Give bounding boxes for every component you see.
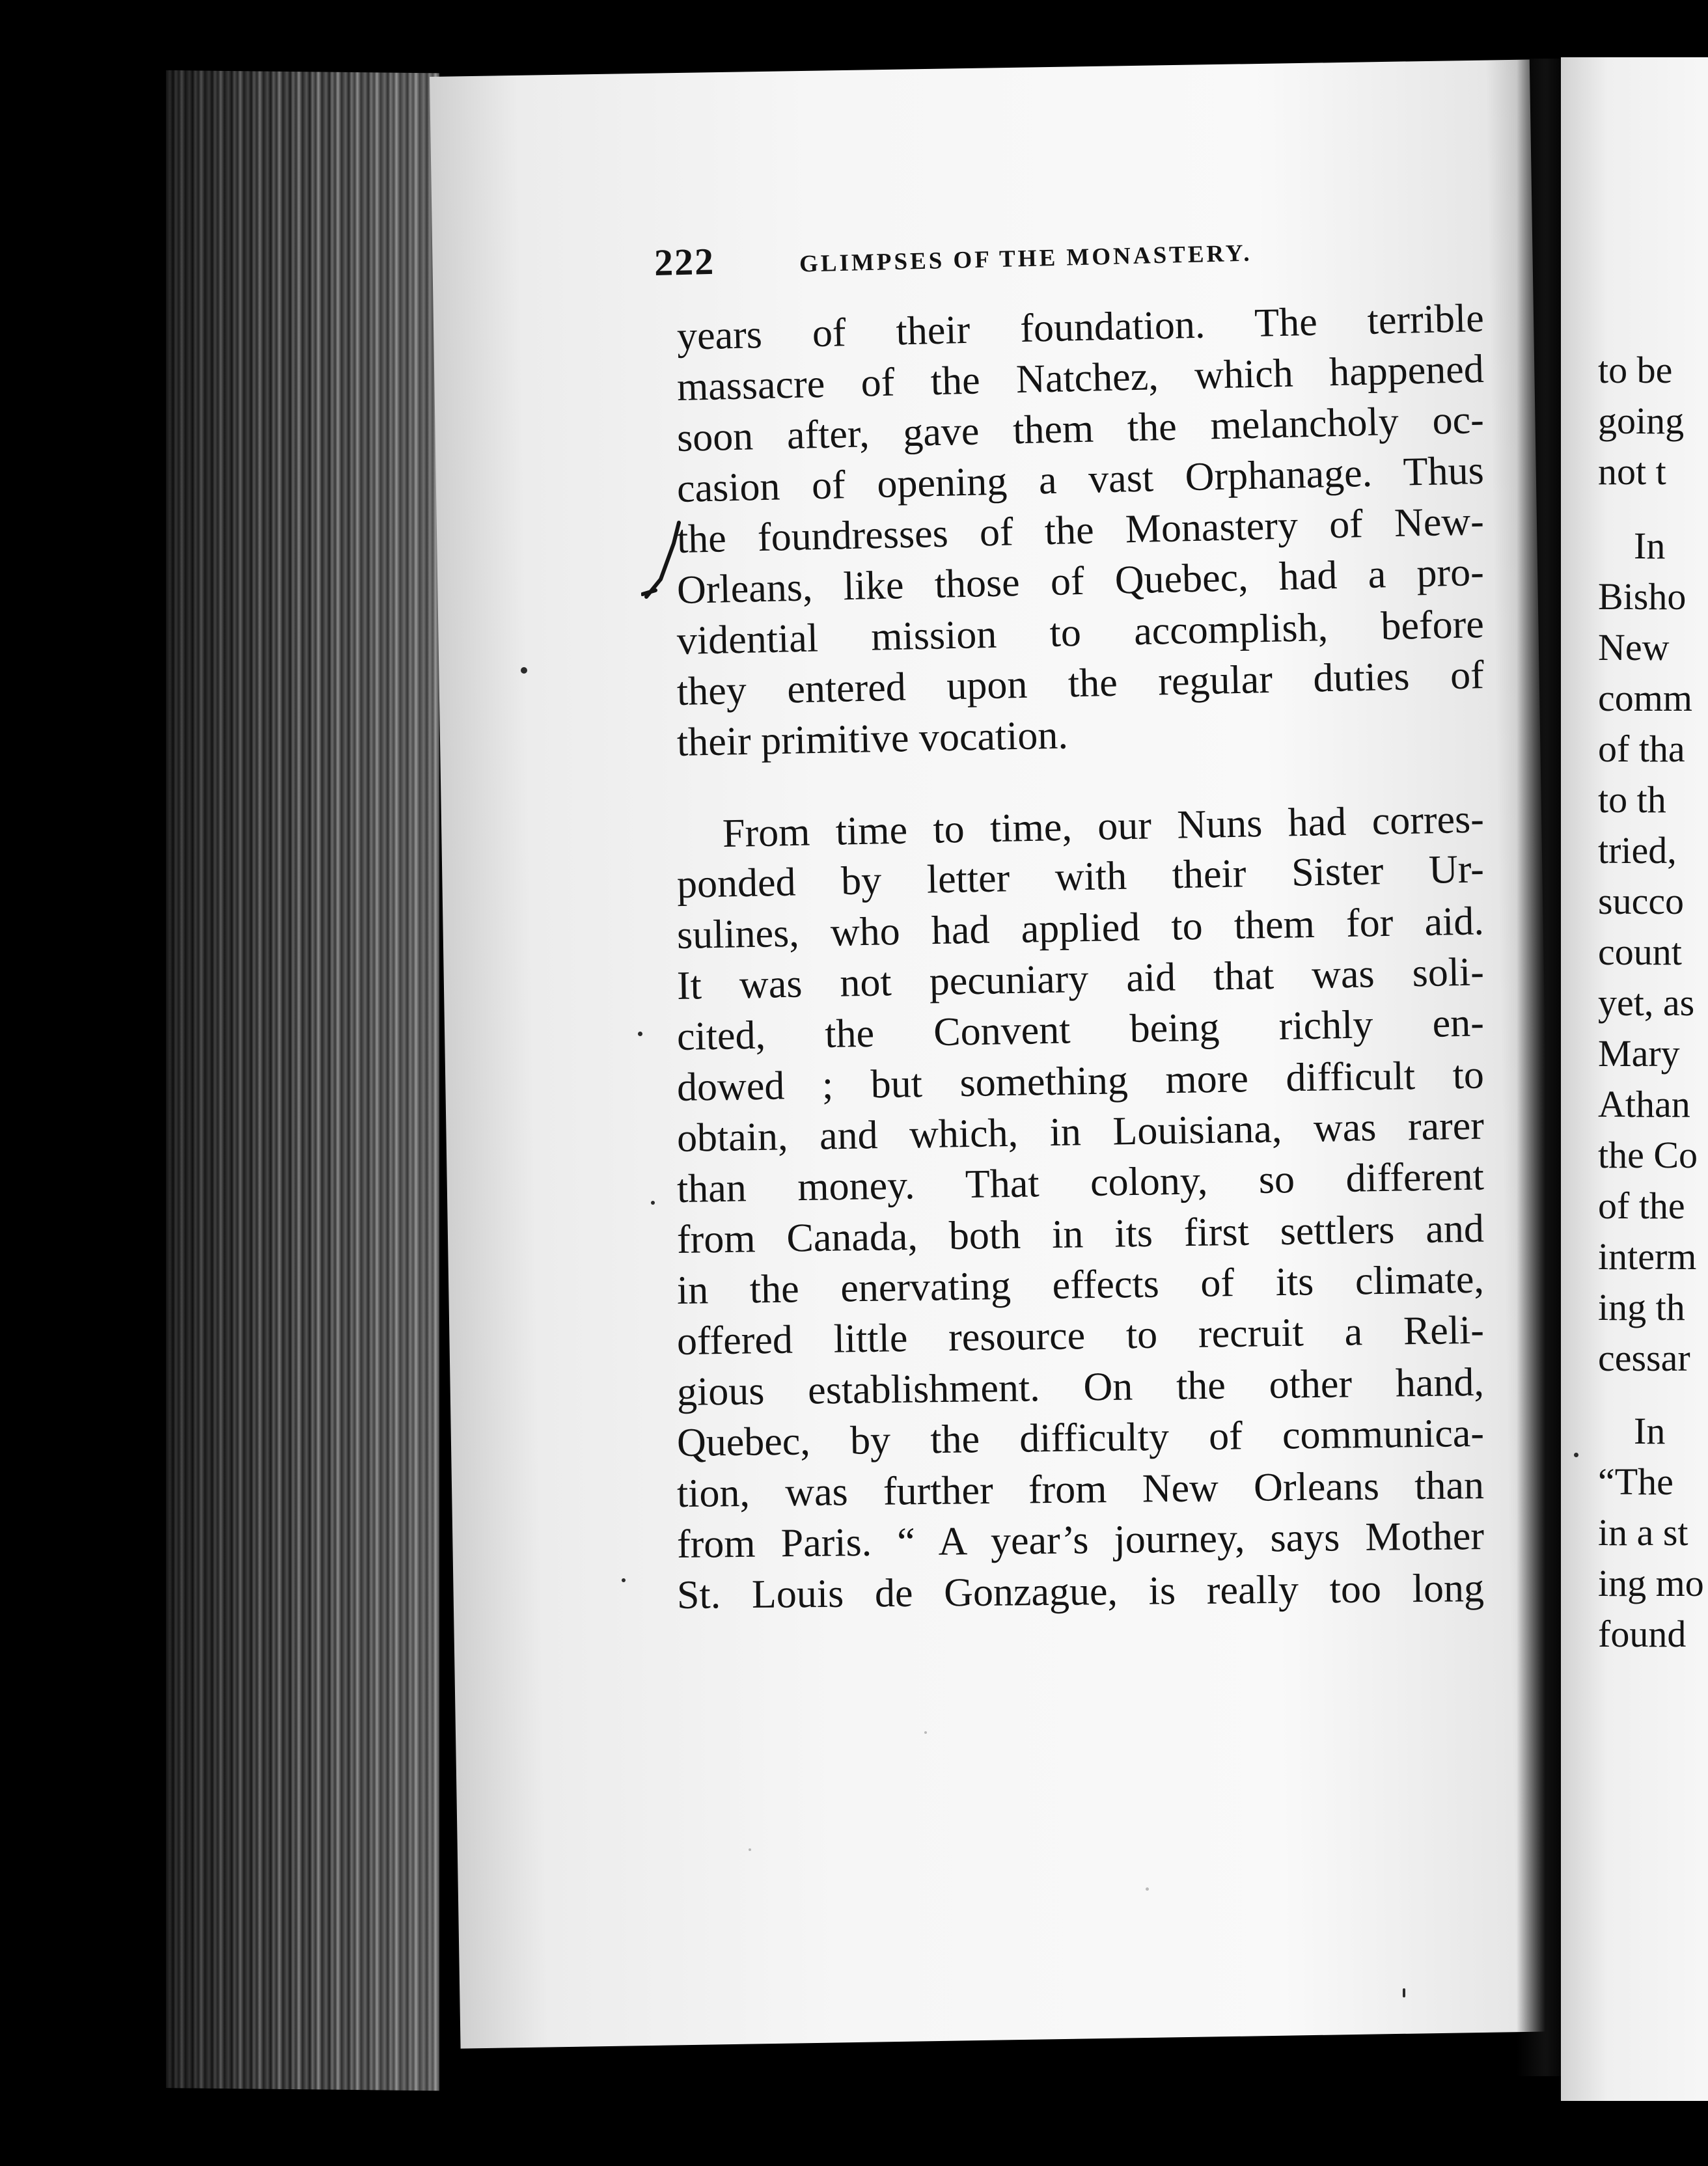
- right-page-line: tried,: [1598, 829, 1677, 871]
- text-line: Orleans, like those of Quebec, had a pro-: [676, 549, 1485, 612]
- ink-speck: [1574, 1453, 1578, 1457]
- right-page-line: count: [1598, 931, 1682, 973]
- running-head: GLIMPSES OF THE MONASTERY.: [799, 240, 1252, 278]
- paper-dust: [924, 1731, 927, 1734]
- ink-speck: [622, 1578, 626, 1582]
- text-line: the foundresses of the Monastery of New-: [676, 499, 1485, 562]
- text-line: they entered upon the regular duties of: [676, 653, 1485, 714]
- text-line: offered little resource to recruit a Reli-: [676, 1308, 1485, 1364]
- text-line: vidential mission to accomplish, before: [676, 602, 1485, 663]
- text-line: gious establishment. On the other hand,: [676, 1360, 1485, 1414]
- text-line: dowed ; but something more difficult to: [676, 1052, 1485, 1110]
- right-page-line: Mary: [1598, 1032, 1680, 1075]
- ink-speck: [521, 667, 527, 674]
- right-page-line: New: [1598, 626, 1670, 668]
- text-line: ponded by letter with their Sister Ur-: [676, 847, 1485, 907]
- ink-speck: [1403, 1988, 1405, 1997]
- right-page-line: the Co: [1598, 1134, 1698, 1176]
- text-line: in the enervating effects of its climate,: [676, 1257, 1485, 1313]
- right-page-line: “The: [1598, 1460, 1674, 1503]
- right-page-line: Athan: [1598, 1083, 1690, 1125]
- right-page-line: cessar: [1598, 1337, 1690, 1379]
- paper-dust: [1146, 1887, 1149, 1891]
- text-line: Quebec, by the difficulty of communica-: [676, 1410, 1485, 1465]
- text-line: cited, the Convent being richly en-: [676, 1000, 1485, 1059]
- text-line: It was not pecuniary aid that was soli-: [676, 950, 1485, 1008]
- right-page-line: of the: [1598, 1185, 1685, 1227]
- text-line: From time to time, our Nuns had corres-: [722, 797, 1485, 856]
- right-page-line: In: [1634, 1410, 1666, 1452]
- text-line: obtain, and which, in Louisiana, was rarer: [676, 1103, 1485, 1160]
- right-page-line: of tha: [1598, 728, 1685, 770]
- right-page-line: in a st: [1598, 1511, 1688, 1554]
- text-line: St. Louis de Gonzague, is really too long: [676, 1566, 1485, 1617]
- right-page-line: In: [1634, 525, 1666, 567]
- ink-speck: [638, 1032, 642, 1036]
- right-page-line: comm: [1598, 677, 1692, 719]
- text-line: than money. That colony, so different: [676, 1154, 1485, 1211]
- right-page-line: Bisho: [1598, 575, 1687, 618]
- right-page-line: going: [1598, 400, 1685, 442]
- text-line: tion, was further from New Orleans than: [676, 1463, 1485, 1516]
- text-line: years of their foundation. The terrible: [676, 295, 1485, 359]
- margin-pen-mark: [641, 517, 693, 609]
- text-line: their primitive vocation.: [676, 713, 1069, 765]
- text-line: from Canada, both in its first settlers and: [676, 1206, 1485, 1262]
- right-page-line: to th: [1598, 778, 1666, 821]
- text-line: casion of opening a vast Orphanage. Thus: [676, 448, 1485, 511]
- right-page-line: ing th: [1598, 1286, 1685, 1328]
- page-number: 222: [654, 240, 715, 284]
- right-page-line: interm: [1598, 1235, 1697, 1278]
- text-line: massacre of the Natchez, which happened: [676, 346, 1485, 409]
- right-page-line: succo: [1598, 880, 1685, 922]
- paper-dust: [749, 1848, 751, 1851]
- right-page-line: yet, as: [1598, 981, 1695, 1024]
- text-line: soon after, gave them the melancholy oc-: [676, 397, 1485, 460]
- right-page-line: ing mo: [1598, 1562, 1704, 1604]
- text-line: from Paris. “ A year’s journey, says Mother: [676, 1514, 1485, 1567]
- right-page-line: to be: [1598, 349, 1673, 391]
- page-edges: [166, 70, 439, 2091]
- right-page-line: found: [1598, 1613, 1687, 1655]
- text-line: sulines, who had applied to them for aid.: [676, 899, 1485, 957]
- right-page-line: not t: [1598, 450, 1666, 493]
- ink-speck: [651, 1201, 655, 1205]
